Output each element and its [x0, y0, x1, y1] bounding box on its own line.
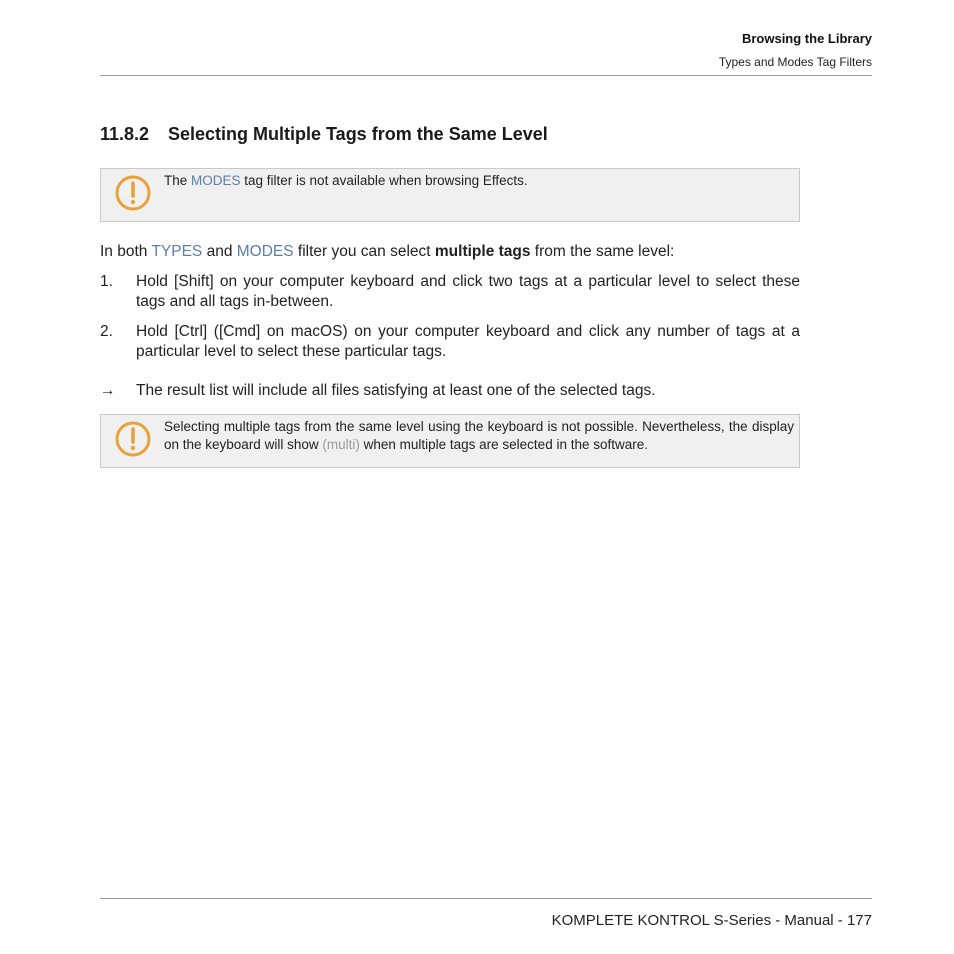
- note-text: [164, 172, 794, 190]
- multi-indicator: (multi): [322, 437, 360, 452]
- footer-divider: [100, 898, 872, 899]
- note-text-post: when multiple tags are selected in the software.: [359, 437, 648, 452]
- note-box-modes: [100, 168, 800, 222]
- types-link[interactable]: TYPES: [151, 243, 203, 260]
- result-line: [100, 381, 800, 401]
- intro-paragraph: [100, 242, 800, 262]
- list-item-number: 2.: [100, 323, 113, 340]
- note-text-post: tag filter is not available when browsing Effects.: [240, 173, 528, 188]
- list-item-text: Hold [Shift] on your computer keyboard and click two tags at a particular level to select these tags and all tags in-between.: [136, 273, 800, 310]
- result-text: The result list will include all files satisfying at least one of the selected tags.: [136, 382, 656, 399]
- result-arrow-icon: →: [100, 382, 116, 399]
- intro-text: and: [202, 243, 237, 260]
- note-box-multi: [100, 414, 800, 468]
- intro-text: from the same level:: [530, 243, 675, 260]
- page-footer: KOMPLETE KONTROL S-Series - Manual - 177: [551, 912, 872, 929]
- header-chapter-title: Browsing the Library: [741, 31, 872, 46]
- note-text-pre: Selecting multiple tags from the same level using the keyboard is not possible. Nevertheless, the display on the keyboard will show: [164, 419, 794, 452]
- note-text-pre: The: [164, 173, 192, 188]
- note-text: [164, 418, 794, 454]
- section-heading: [100, 121, 548, 147]
- list-item: [100, 322, 800, 362]
- modes-link[interactable]: MODES: [236, 243, 294, 260]
- intro-bold-text: multiple tags: [434, 243, 531, 260]
- list-item-number: 1.: [100, 273, 113, 290]
- list-item-text: Hold [Ctrl] ([Cmd] on macOS) on your computer keyboard and click any number of tags at a particular level to select these particular tags.: [136, 323, 800, 360]
- list-item: [100, 272, 800, 312]
- header-divider: [100, 75, 872, 76]
- header-section-title: Types and Modes Tag Filters: [718, 55, 872, 69]
- section-number: 11.8.2: [100, 124, 150, 144]
- running-header: [100, 30, 872, 71]
- section-title: Selecting Multiple Tags from the Same Level: [168, 124, 548, 144]
- intro-text: In both: [100, 243, 152, 260]
- warning-icon: [115, 175, 151, 211]
- modes-link[interactable]: MODES: [191, 173, 241, 188]
- warning-icon: [115, 421, 151, 457]
- intro-text: filter you can select: [293, 243, 435, 260]
